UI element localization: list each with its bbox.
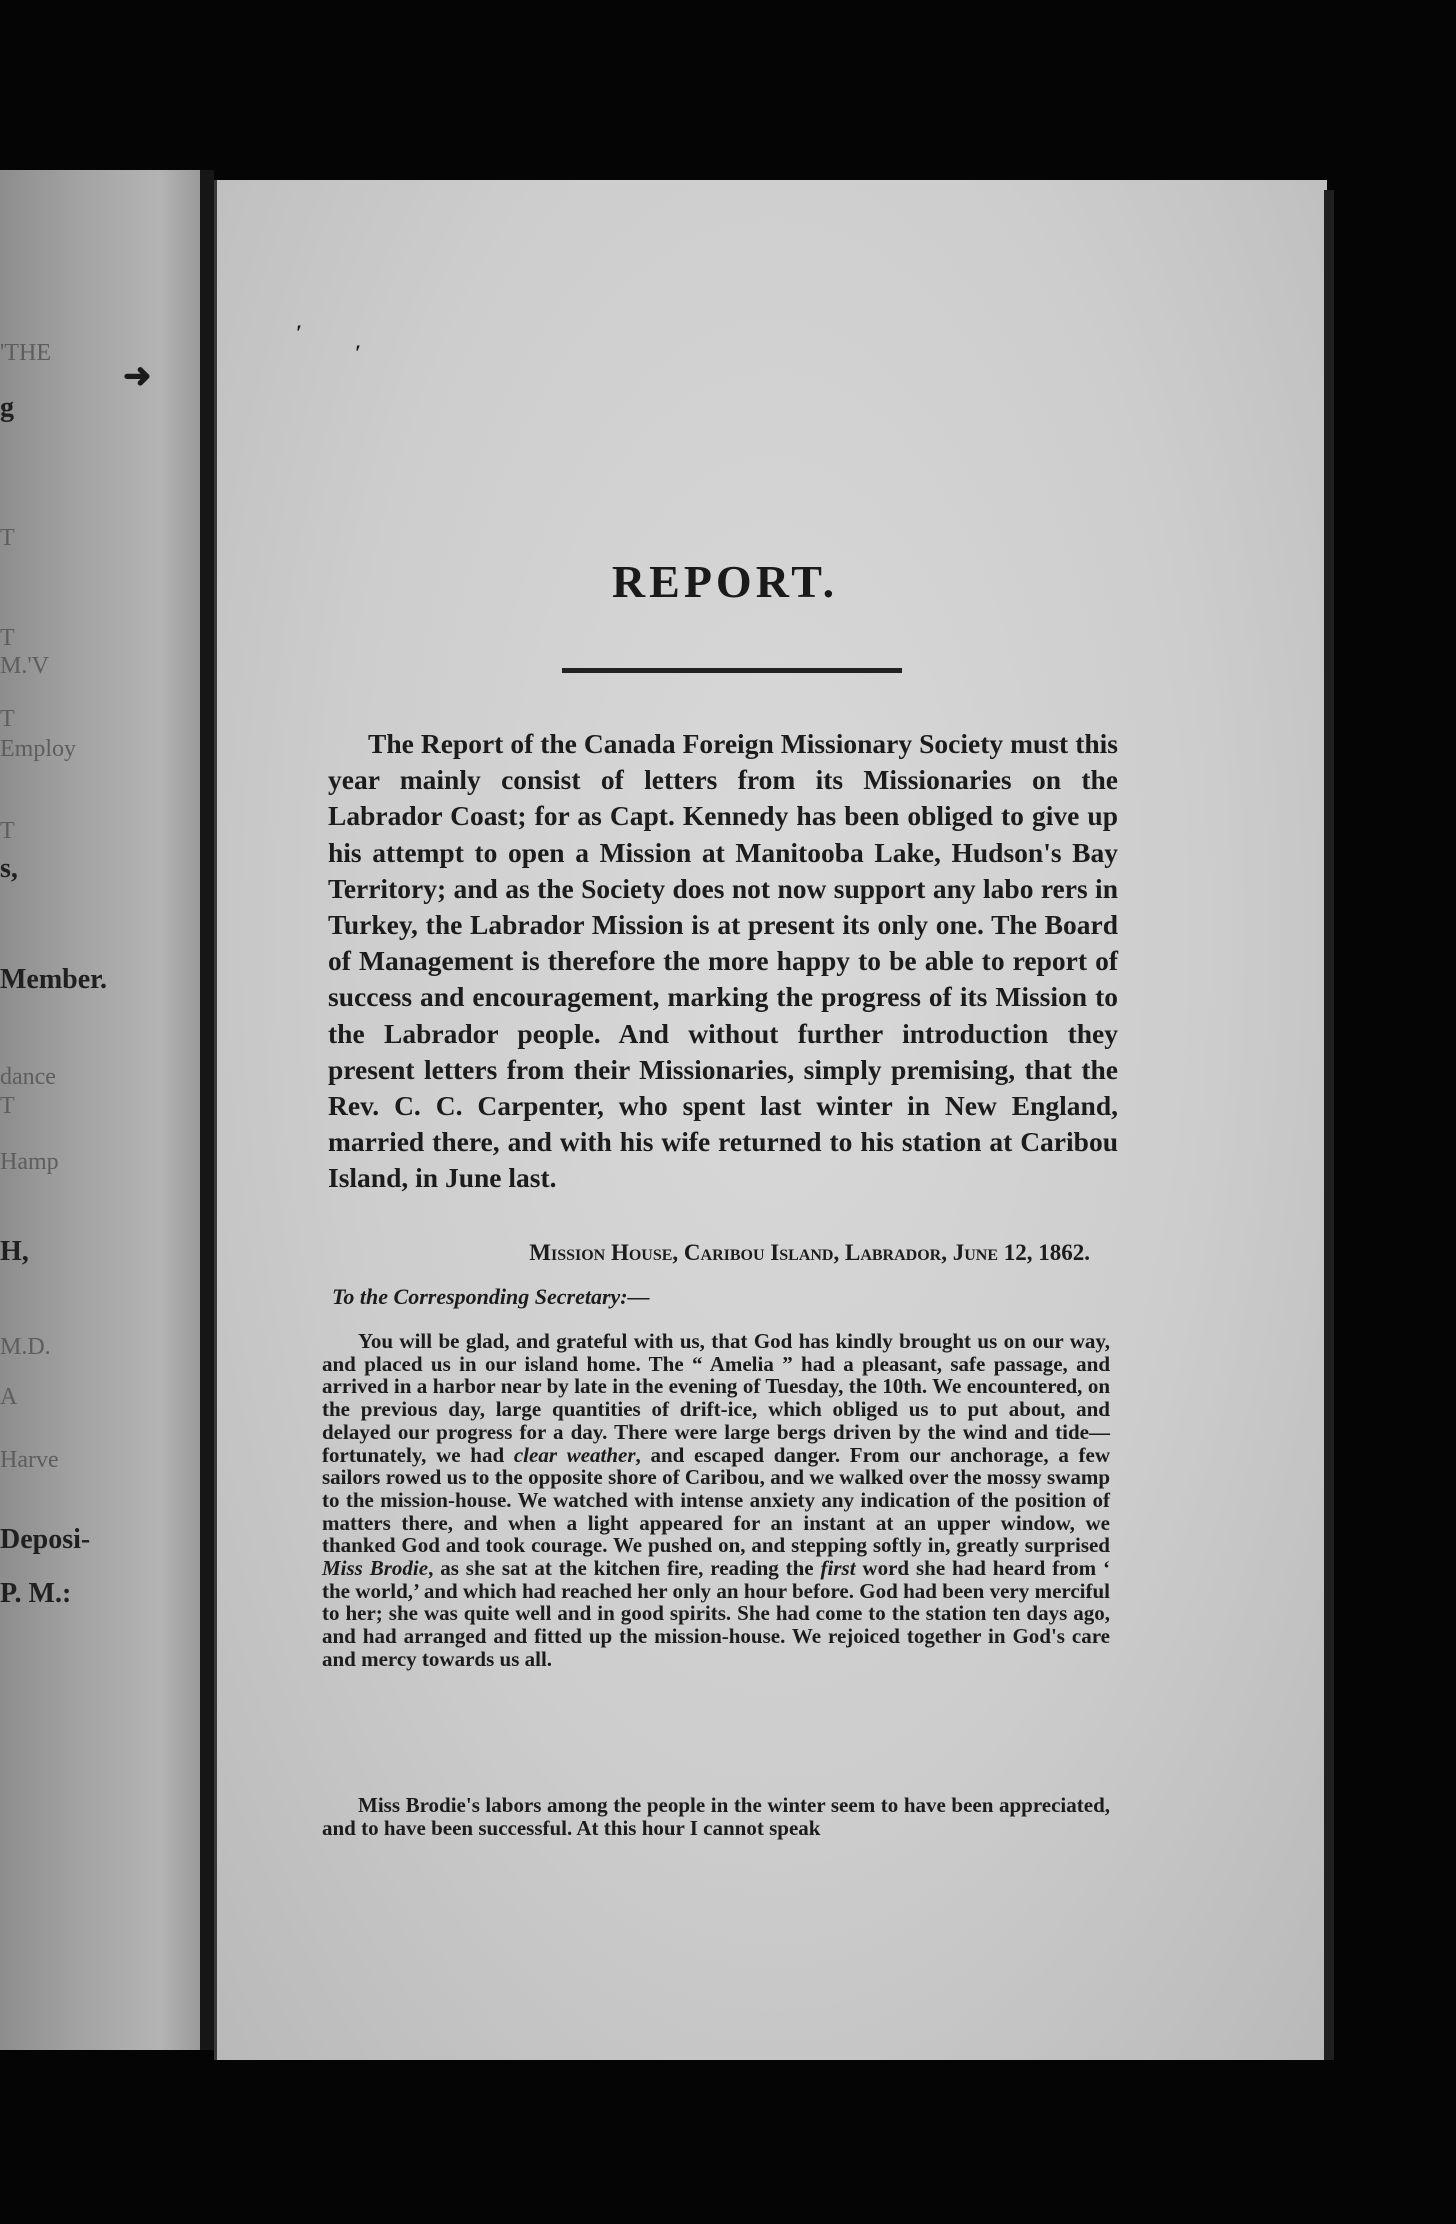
ink-mark: ➜ [123,358,152,395]
left-page-fragment: dance [0,1064,56,1090]
left-page-fragment: Hamp [0,1149,59,1175]
left-page-fragment: s, [0,853,18,884]
left-page-fragment: H, [0,1236,29,1267]
letter-heading: Mission House, Caribou Island, Labrador, June 12, 1862. [529,1240,1090,1265]
letter-text: word she had heard from ‘ the world,’ and which had reached her only an hour before. God had been very merciful to her; she was quite well and in good spirits. She had come to the station ten days ago, and had arranged and fitted up the mission-house. We rejoiced together in God's care and mercy towards us all. [322,1556,1111,1671]
left-page-fragment: g [0,392,14,423]
left-page-fragment: T [0,706,15,732]
left-page-fragment: A [0,1384,18,1410]
left-page-fragment: T [0,1093,15,1119]
letter-emphasis: first [820,1556,856,1581]
letter-text: , and escaped danger. From our anchorage, a few sailors rowed us to the opposite shore of Caribou, and we walked over the mossy swamp to the mission-house. We watched with intense anxiety any indication of the position of matters there, and when a light appeared for an instant at an upper window, we thanked God and took courage. We pushed on, and stepping softly in, greatly surprised [322,1442,1111,1558]
report-intro-paragraph: The Report of the Canada Foreign Missionary Society must this year mainly consist of letters from its Missionaries on the Labrador Coast; for as Capt. Kennedy has been obliged to give up his attempt to open a Mission at Manitooba Lake, Hudson's Bay Territory; and as the Society does not now support any labo rers in Turkey, the Labrador Mission is at present its only one. The Board of Management is therefore the more happy to be able to report of success and encouragement, marking the progress of its Mission to the Labrador people. And without further introduction they present letters from their Missionaries, simply premising, that the Rev. C. C. Carpenter, who spent last winter in New England, married there, and with his wife returned to his station at Caribou Island, in June last. [328,728,1118,1194]
left-page-fragment: 'THE [0,340,51,366]
left-page-fragment: Harve [0,1447,59,1473]
letter-text: , as she sat at the kitchen fire, reading the [428,1556,821,1581]
book-gutter [200,170,214,2050]
letter-emphasis: clear weather [513,1442,636,1467]
title-rule [562,668,902,673]
left-page-fragment: Deposi- [0,1524,91,1555]
letter-paragraph-1 [322,1330,1110,1671]
left-page-fragment: T [0,525,15,551]
left-page-fragment: Employ [0,736,76,762]
left-page-fragment: P. M.: [0,1578,72,1609]
left-page-fragment: M.D. [0,1334,51,1360]
left-page-fragment: T [0,818,15,844]
letter-paragraph-2: Miss Brodie's labors among the people in the winter seem to have been appreciated, and to have been successful. At this hour I cannot speak [322,1793,1110,1840]
letter-salutation: To the Corresponding Secretary:— [332,1284,650,1309]
ink-mark: ′ [355,340,362,365]
left-page-fragment: T [0,625,15,651]
report-title: REPORT. [611,556,839,607]
left-facing-page [0,170,200,2050]
left-page-fragment: M.'V [0,653,49,679]
left-page-fragment: Member. [0,964,108,995]
ink-mark: ′ [296,320,303,345]
page-right-edge [1324,190,1334,2060]
letter-text: You will be glad, and grateful with us, that God has kindly brought us on our way, and placed us in our island home. The “ Amelia ” had a pleasant, safe passage, and arrived in a harbor near by late in the evening of Tuesday, the 10th. We encountered, on the previous day, large quantities of drift-ice, which obliged us to put about, and delayed our progress for a day. There were large bergs driven by the wind and tide—fortunately, we had [322,1329,1110,1467]
letter-emphasis: Miss Brodie [322,1556,429,1581]
